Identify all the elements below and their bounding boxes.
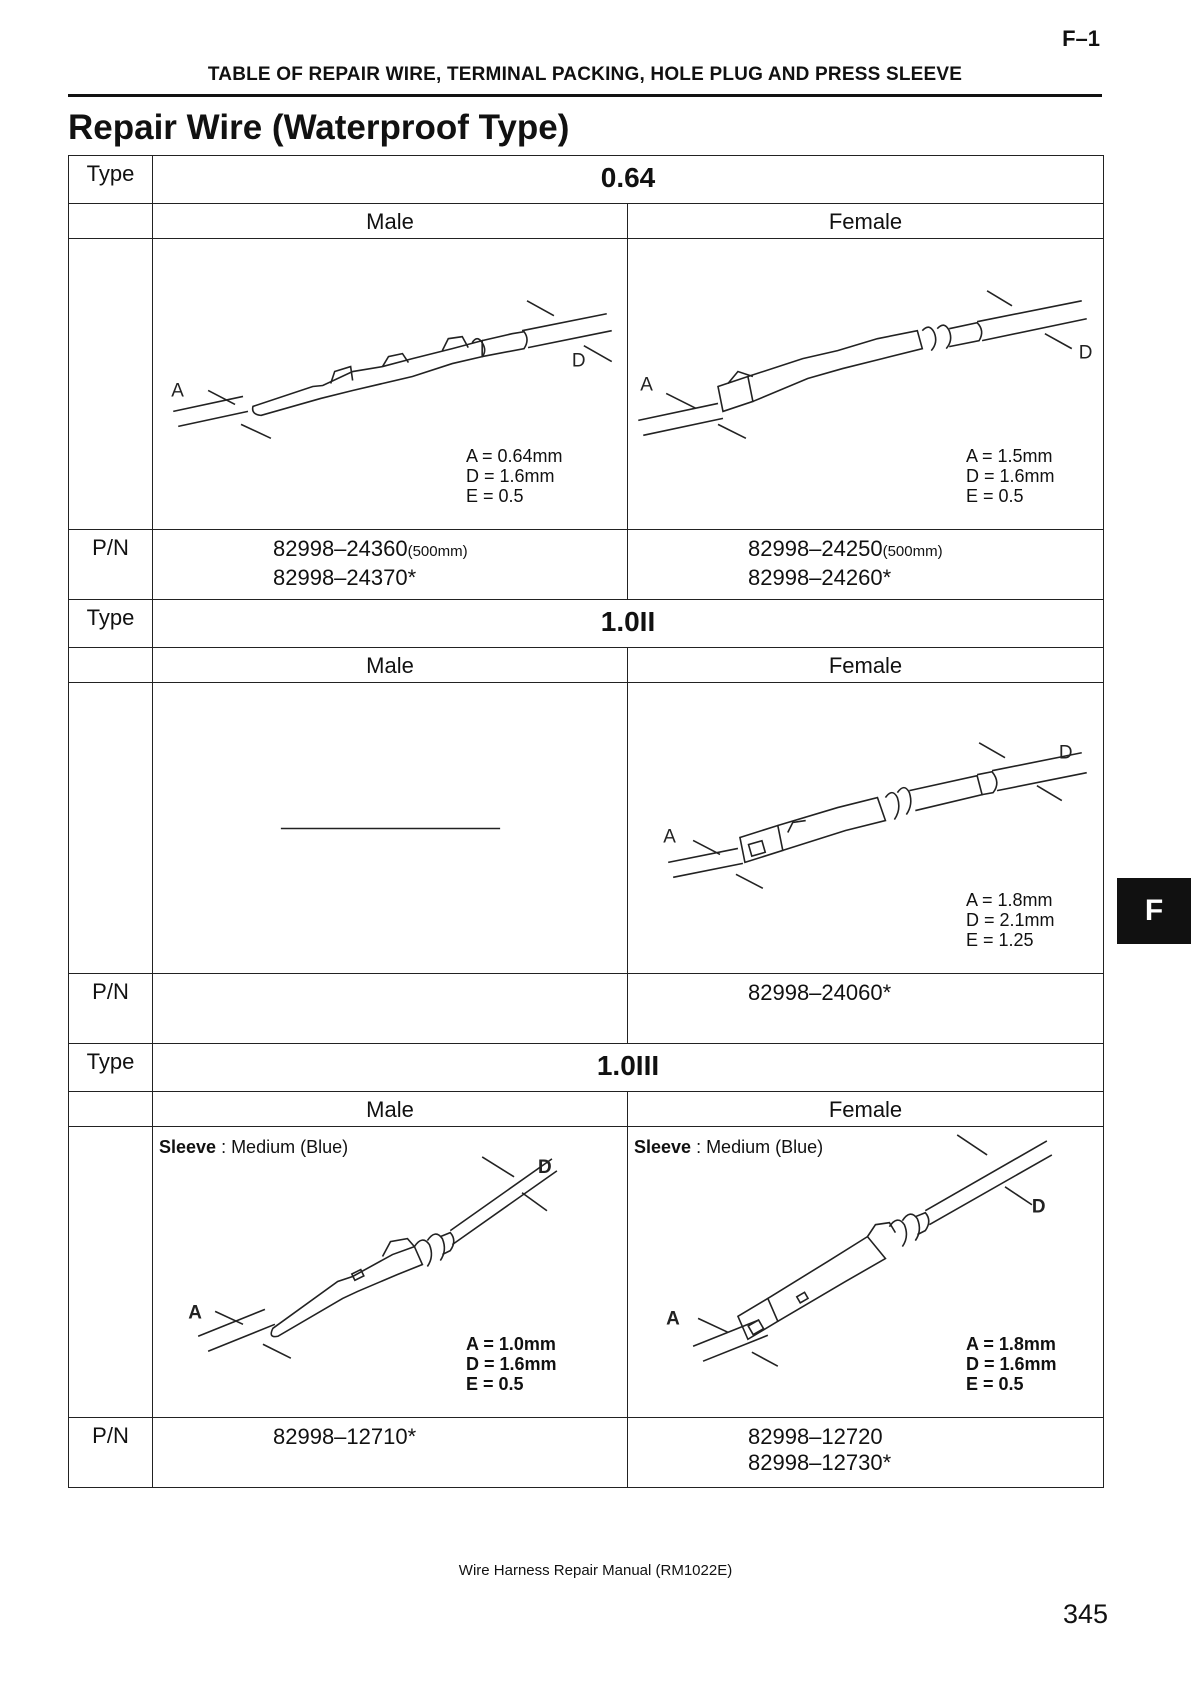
female-dimensions	[966, 890, 1055, 950]
type-value: 1.0III	[153, 1044, 1104, 1092]
dim-d: D = 2.1mm	[966, 910, 1055, 930]
male-figure-cell	[153, 683, 628, 974]
female-figure-cell	[628, 683, 1104, 974]
dim-d: D = 1.6mm	[966, 1354, 1057, 1374]
type-value: 1.0II	[153, 600, 1104, 648]
sleeve-value: : Medium (Blue)	[691, 1137, 824, 1157]
page-header: TABLE OF REPAIR WIRE, TERMINAL PACKING, HOLE PLUG AND PRESS SLEEVE	[207, 64, 963, 85]
type-row	[69, 156, 1104, 204]
dim-d: D = 1.6mm	[966, 466, 1055, 486]
male-header: Male	[153, 648, 628, 683]
figure-row	[69, 239, 1104, 530]
dim-e: E = 1.25	[966, 930, 1034, 950]
female-dimensions	[966, 446, 1055, 506]
gender-row	[69, 648, 1104, 683]
male-header: Male	[153, 1092, 628, 1127]
dim-e: E = 0.5	[466, 1374, 524, 1394]
pn-label: P/N	[69, 974, 153, 1044]
pn-label: P/N	[69, 530, 153, 600]
sleeve-value: : Medium (Blue)	[216, 1137, 349, 1157]
figure-row	[69, 683, 1104, 974]
section-tab: F	[1117, 878, 1191, 944]
part-number: 82998–24370*	[273, 565, 417, 590]
pn-label: P/N	[69, 1418, 153, 1488]
sleeve-label: Sleeve	[634, 1137, 692, 1157]
callout-a: A	[171, 380, 184, 402]
type-value: 0.64	[153, 156, 1104, 204]
type-label: Type	[69, 600, 153, 648]
dim-d: D = 1.6mm	[466, 1354, 557, 1374]
part-number: 82998–24060*	[748, 980, 892, 1005]
female-header: Female	[628, 1092, 1104, 1127]
type-label: Type	[69, 156, 153, 204]
callout-d: D	[537, 1156, 552, 1178]
callout-a: A	[663, 826, 676, 848]
dim-e: E = 0.5	[466, 486, 524, 506]
callout-d: D	[1058, 742, 1073, 764]
pn-row	[69, 530, 1104, 600]
part-number: 82998–12710*	[273, 1424, 417, 1449]
pn-row	[69, 974, 1104, 1044]
header-rule	[68, 94, 1102, 97]
female-part-numbers	[628, 530, 1104, 600]
male-part-numbers	[153, 1418, 628, 1488]
figure-row	[69, 1127, 1104, 1418]
part-note: (500mm)	[882, 543, 943, 560]
dim-a: A = 1.5mm	[966, 446, 1053, 466]
dim-e: E = 0.5	[966, 486, 1024, 506]
callout-d: D	[1078, 342, 1093, 364]
male-dimensions	[466, 446, 563, 506]
dim-a: A = 1.8mm	[966, 890, 1053, 910]
male-dimensions	[466, 1334, 557, 1394]
dim-d: D = 1.6mm	[466, 466, 555, 486]
female-figure-cell	[628, 1127, 1104, 1418]
female-figure-cell	[628, 239, 1104, 530]
footer: Wire Harness Repair Manual (RM1022E)	[458, 1562, 733, 1579]
page-id: F–1	[1062, 26, 1100, 51]
not-available-dash	[153, 683, 627, 973]
pn-row	[69, 1418, 1104, 1488]
type-row	[69, 1044, 1104, 1092]
part-number: 82998–12730*	[748, 1450, 892, 1475]
male-part-numbers	[153, 530, 628, 600]
callout-a: A	[188, 1302, 202, 1324]
type-label: Type	[69, 1044, 153, 1092]
dim-a: A = 1.8mm	[966, 1334, 1056, 1354]
female-header: Female	[628, 204, 1104, 239]
part-number: 82998–24250	[748, 536, 883, 561]
dim-a: A = 0.64mm	[466, 446, 563, 466]
dim-e: E = 0.5	[966, 1374, 1024, 1394]
callout-a: A	[640, 374, 653, 396]
part-number: 82998–24360	[273, 536, 408, 561]
male-figure-cell	[153, 1127, 628, 1418]
callout-d: D	[571, 350, 586, 372]
callout-a: A	[666, 1308, 680, 1330]
male-figure-cell	[153, 239, 628, 530]
gender-row	[69, 1092, 1104, 1127]
female-header: Female	[628, 648, 1104, 683]
repair-wire-table	[68, 155, 1104, 1488]
callout-d: D	[1031, 1196, 1046, 1218]
female-part-numbers	[628, 1418, 1104, 1488]
sleeve-label: Sleeve	[159, 1137, 217, 1157]
page-title: Repair Wire (Waterproof Type)	[68, 108, 570, 147]
part-number: 82998–12720	[748, 1424, 883, 1449]
page-number: 345	[1062, 1599, 1108, 1629]
male-part-numbers	[153, 974, 628, 1044]
type-row	[69, 600, 1104, 648]
male-header: Male	[153, 204, 628, 239]
part-note: (500mm)	[407, 543, 468, 560]
part-number: 82998–24260*	[748, 565, 892, 590]
female-part-numbers	[628, 974, 1104, 1044]
female-dimensions	[966, 1334, 1057, 1394]
gender-row	[69, 204, 1104, 239]
dim-a: A = 1.0mm	[466, 1334, 556, 1354]
